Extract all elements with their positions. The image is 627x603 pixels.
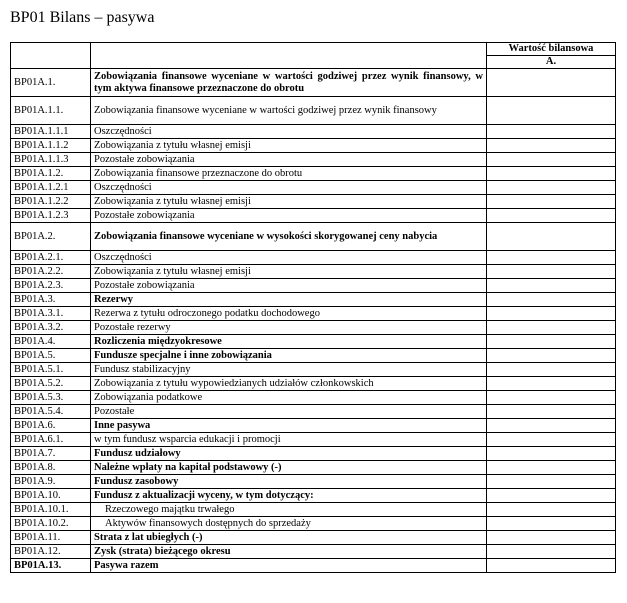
- row-code: BP01A.2.1.: [11, 251, 91, 265]
- table-row: [11, 349, 616, 363]
- row-code: BP01A.6.1.: [11, 433, 91, 447]
- table-row: [11, 167, 616, 181]
- value-cell[interactable]: [487, 377, 616, 391]
- table-row: [11, 97, 616, 125]
- value-cell[interactable]: [487, 433, 616, 447]
- row-code: BP01A.10.2.: [11, 517, 91, 531]
- value-cell[interactable]: [487, 559, 616, 573]
- row-label: Fundusz z aktualizacji wyceny, w tym dotyczący:: [91, 489, 487, 503]
- value-cell[interactable]: [487, 461, 616, 475]
- table-row: [11, 69, 616, 97]
- row-label: Zobowiązania z tytułu własnej emisji: [91, 265, 487, 279]
- row-code: BP01A.10.: [11, 489, 91, 503]
- row-code: BP01A.5.4.: [11, 405, 91, 419]
- table-row: [11, 335, 616, 349]
- row-label: Rezerwy: [91, 293, 487, 307]
- row-label: Pasywa razem: [91, 559, 487, 573]
- table-row: [11, 125, 616, 139]
- row-label: Pozostałe rezerwy: [91, 321, 487, 335]
- row-label: Fundusz stabilizacyjny: [91, 363, 487, 377]
- value-cell[interactable]: [487, 335, 616, 349]
- column-header-value: Wartość bilansowa: [487, 43, 616, 56]
- table-row: [11, 475, 616, 489]
- row-code: BP01A.2.3.: [11, 279, 91, 293]
- row-code: BP01A.5.: [11, 349, 91, 363]
- value-cell[interactable]: [487, 125, 616, 139]
- value-cell[interactable]: [487, 153, 616, 167]
- row-label: w tym fundusz wsparcia edukacji i promocji: [91, 433, 487, 447]
- row-label: Zobowiązania podatkowe: [91, 391, 487, 405]
- row-label: Zobowiązania z tytułu własnej emisji: [91, 139, 487, 153]
- table-row: [11, 293, 616, 307]
- table-row: [11, 377, 616, 391]
- value-cell[interactable]: [487, 293, 616, 307]
- row-code: BP01A.3.: [11, 293, 91, 307]
- row-label: Strata z lat ubiegłych (-): [91, 531, 487, 545]
- table-row: [11, 489, 616, 503]
- row-code: BP01A.1.2.: [11, 167, 91, 181]
- row-code: BP01A.9.: [11, 475, 91, 489]
- table-row: [11, 517, 616, 531]
- value-cell[interactable]: [487, 405, 616, 419]
- row-code: BP01A.1.: [11, 69, 91, 97]
- value-cell[interactable]: [487, 97, 616, 125]
- row-code: BP01A.4.: [11, 335, 91, 349]
- value-cell[interactable]: [487, 307, 616, 321]
- row-code: BP01A.1.2.3: [11, 209, 91, 223]
- table-row: [11, 209, 616, 223]
- table-row: [11, 559, 616, 573]
- row-code: BP01A.3.1.: [11, 307, 91, 321]
- row-label: Rzeczowego majątku trwałego: [91, 503, 487, 517]
- row-label: Zobowiązania finansowe wyceniane w wysokości skorygowanej ceny nabycia: [91, 223, 487, 251]
- value-cell[interactable]: [487, 321, 616, 335]
- value-cell[interactable]: [487, 209, 616, 223]
- row-code: BP01A.1.1.3: [11, 153, 91, 167]
- row-label: Zysk (strata) bieżącego okresu: [91, 545, 487, 559]
- value-cell[interactable]: [487, 279, 616, 293]
- row-code: BP01A.11.: [11, 531, 91, 545]
- row-code: BP01A.2.: [11, 223, 91, 251]
- row-code: BP01A.5.3.: [11, 391, 91, 405]
- row-code: BP01A.1.1.1: [11, 125, 91, 139]
- table-row: [11, 307, 616, 321]
- header-empty-cell: [11, 43, 91, 69]
- value-cell[interactable]: [487, 503, 616, 517]
- column-subheader: A.: [487, 56, 616, 69]
- table-row: [11, 419, 616, 433]
- value-cell[interactable]: [487, 167, 616, 181]
- row-label: Zobowiązania finansowe wyceniane w wartości godziwej przez wynik finansowy: [91, 97, 487, 125]
- row-code: BP01A.10.1.: [11, 503, 91, 517]
- value-cell[interactable]: [487, 489, 616, 503]
- table-row: [11, 363, 616, 377]
- row-label: Pozostałe zobowiązania: [91, 209, 487, 223]
- page-title: BP01 Bilans – pasywa: [10, 9, 155, 26]
- row-code: BP01A.13.: [11, 559, 91, 573]
- header-empty-cell: [91, 43, 487, 69]
- row-label: Należne wpłaty na kapitał podstawowy (-): [91, 461, 487, 475]
- row-code: BP01A.8.: [11, 461, 91, 475]
- table-row: [11, 139, 616, 153]
- table-row: [11, 447, 616, 461]
- value-cell[interactable]: [487, 517, 616, 531]
- row-label: Aktywów finansowych dostępnych do sprzedaży: [91, 517, 487, 531]
- value-cell[interactable]: [487, 363, 616, 377]
- table-row: [11, 195, 616, 209]
- row-code: BP01A.1.2.2: [11, 195, 91, 209]
- row-label: Fundusz zasobowy: [91, 475, 487, 489]
- row-code: BP01A.2.2.: [11, 265, 91, 279]
- value-cell[interactable]: [487, 475, 616, 489]
- table-row: [11, 433, 616, 447]
- row-code: BP01A.1.1.: [11, 97, 91, 125]
- value-cell[interactable]: [487, 391, 616, 405]
- table-row: [11, 181, 616, 195]
- row-code: BP01A.5.1.: [11, 363, 91, 377]
- header-row: [11, 43, 616, 56]
- row-code: BP01A.1.2.1: [11, 181, 91, 195]
- value-cell[interactable]: [487, 69, 616, 97]
- table-row: [11, 461, 616, 475]
- balance-sheet-table: [10, 42, 616, 573]
- row-label: Oszczędności: [91, 251, 487, 265]
- row-label: Oszczędności: [91, 181, 487, 195]
- table-row: [11, 531, 616, 545]
- table-row: [11, 153, 616, 167]
- value-cell[interactable]: [487, 181, 616, 195]
- table-row: [11, 321, 616, 335]
- row-code: BP01A.6.: [11, 419, 91, 433]
- value-cell[interactable]: [487, 139, 616, 153]
- table-row: [11, 223, 616, 251]
- row-code: BP01A.3.2.: [11, 321, 91, 335]
- row-label: Rezerwa z tytułu odroczonego podatku dochodowego: [91, 307, 487, 321]
- row-code: BP01A.12.: [11, 545, 91, 559]
- row-label: Pozostałe zobowiązania: [91, 279, 487, 293]
- row-label: Inne pasywa: [91, 419, 487, 433]
- value-cell[interactable]: [487, 349, 616, 363]
- value-cell[interactable]: [487, 545, 616, 559]
- value-cell[interactable]: [487, 223, 616, 251]
- row-label: Zobowiązania finansowe przeznaczone do obrotu: [91, 167, 487, 181]
- row-label: Fundusz udziałowy: [91, 447, 487, 461]
- row-label: Rozliczenia międzyokresowe: [91, 335, 487, 349]
- table-row: [11, 279, 616, 293]
- value-cell[interactable]: [487, 195, 616, 209]
- table-row: [11, 251, 616, 265]
- row-label: Pozostałe: [91, 405, 487, 419]
- table-row: [11, 503, 616, 517]
- row-label: Zobowiązania finansowe wyceniane w wartości godziwej przez wynik finansowy, w tym aktywa finansowe przeznaczone do obrotu: [91, 69, 487, 97]
- row-label: Zobowiązania z tytułu wypowiedzianych udziałów członkowskich: [91, 377, 487, 391]
- value-cell[interactable]: [487, 251, 616, 265]
- value-cell[interactable]: [487, 447, 616, 461]
- table-row: [11, 391, 616, 405]
- row-code: BP01A.5.2.: [11, 377, 91, 391]
- row-label: Oszczędności: [91, 125, 487, 139]
- row-label: Zobowiązania z tytułu własnej emisji: [91, 195, 487, 209]
- value-cell[interactable]: [487, 419, 616, 433]
- table-row: [11, 545, 616, 559]
- table-row: [11, 405, 616, 419]
- row-code: BP01A.7.: [11, 447, 91, 461]
- row-label: Pozostałe zobowiązania: [91, 153, 487, 167]
- row-code: BP01A.1.1.2: [11, 139, 91, 153]
- value-cell[interactable]: [487, 265, 616, 279]
- row-label: Fundusze specjalne i inne zobowiązania: [91, 349, 487, 363]
- value-cell[interactable]: [487, 531, 616, 545]
- table-row: [11, 265, 616, 279]
